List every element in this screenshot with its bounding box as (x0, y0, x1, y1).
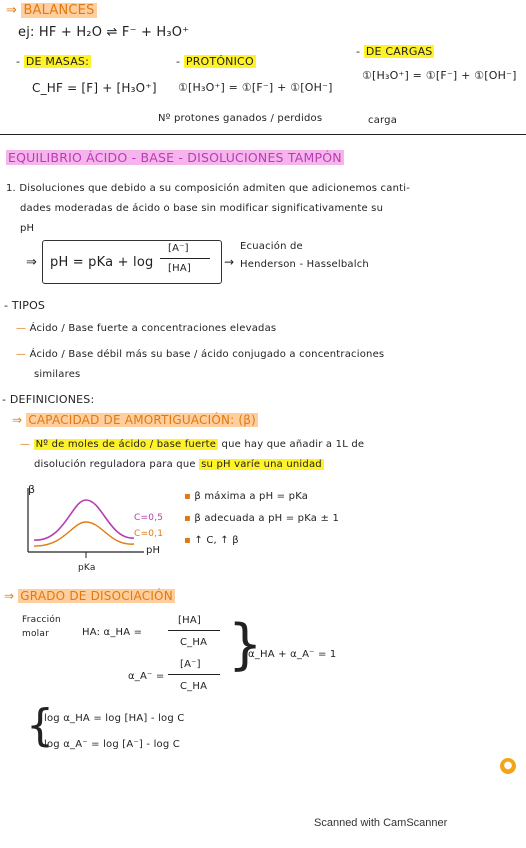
section-divider (0, 134, 526, 135)
graph-x-label: pH (146, 545, 161, 556)
tipos-item-2: — Ácido / Base débil más su base / ácido conjugado a concentraciones (16, 349, 385, 360)
cargas-note: carga (368, 115, 398, 126)
alpha-sum: α_HA + α_A⁻ = 1 (248, 649, 337, 660)
formula-denominator: [HA] (168, 263, 191, 274)
balances-header: ⇒ BALANCES (6, 3, 95, 18)
graph-pka-label: pKa (78, 563, 96, 573)
alpha-a-denominator: C_HA (180, 681, 208, 692)
capacidad-bullet-1: ▪ β máxima a pH = pKa (184, 491, 309, 502)
alpha-ha-bar (168, 630, 220, 631)
scanned-watermark: Scanned with CamScanner (314, 817, 448, 829)
alpha-ha-denominator: C_HA (180, 637, 208, 648)
formula-left: pH = pKa + log (50, 255, 154, 270)
graph-label-c1: C=0,5 (134, 513, 164, 523)
cargas-label: - DE CARGAS (356, 45, 433, 58)
log-brace-icon: { (26, 700, 54, 751)
formula-fraction-bar (160, 258, 210, 259)
tipos-header: - TIPOS (4, 299, 46, 312)
log-alpha-a: log α_A⁻ = log [A⁻] - log C (44, 739, 180, 750)
formula-arrow: ⇒ (26, 255, 38, 270)
alpha-ha-label: HA: α_HA = (82, 627, 143, 638)
balances-reaction: ej: HF + H₂O ⇌ F⁻ + H₃O⁺ (18, 25, 190, 40)
protonico-eq: ①[H₃O⁺] = ①[F⁻] + ①[OH⁻] (178, 81, 333, 94)
tipos-item-1: — Ácido / Base fuerte a concentraciones elevadas (16, 323, 277, 334)
cargas-eq: ①[H₃O⁺] = ①[F⁻] + ①[OH⁻] (362, 69, 517, 82)
alpha-a-numerator: [A⁻] (180, 659, 201, 670)
graph-curve-high-c (34, 500, 134, 540)
alpha-ha-numerator: [HA] (178, 615, 201, 626)
capacidad-line-2: disolución reguladora para que su pH varíe una unidad (34, 459, 322, 470)
protonico-note: Nº protones ganados / perdidos (158, 113, 323, 124)
log-alpha-ha: log α_HA = log [HA] - log C (44, 713, 185, 724)
equilibrio-line1: 1. Disoluciones que debido a su composición admiten que adicionemos canti- (6, 183, 411, 194)
equilibrio-title: EQUILIBRIO ÁCIDO - BASE - DISOLUCIONES TAMPÓN (8, 150, 342, 165)
capacidad-line-1: — Nº de moles de ácido / base fuerte que hay que añadir a 1L de (20, 439, 365, 450)
henderson-label-1: Ecuación de (240, 241, 303, 252)
masas-label: - DE MASAS: (16, 55, 90, 68)
alpha-a-bar (168, 674, 220, 675)
graph-y-label: β (28, 483, 36, 496)
equilibrio-line3: pH (20, 223, 35, 234)
protonico-label: - PROTÓNICO (176, 55, 254, 68)
henderson-label-2: Henderson - Hasselbalch (240, 259, 369, 270)
formula-numerator: [A⁻] (168, 243, 189, 254)
fraction-molar-label-1: Fracción (22, 615, 61, 625)
graph-label-c2: C=0,1 (134, 529, 164, 539)
capacidad-bullet-3: ▪ ↑ C, ↑ β (184, 535, 239, 546)
capacidad-bullet-2: ▪ β adecuada a pH = pKa ± 1 (184, 513, 340, 524)
tipos-item-2b: similares (34, 369, 81, 380)
grado-header: ⇒ GRADO DE DISOCIACIÓN (4, 589, 173, 603)
camscanner-logo-icon: ● (500, 758, 516, 774)
definiciones-header: - DEFINICIONES: (2, 393, 95, 406)
alpha-a-label: α_A⁻ = (128, 671, 165, 682)
masas-eq: C_HF = [F] + [H₃O⁺] (32, 81, 157, 95)
formula-right-arrow: → (224, 255, 235, 269)
brace-icon: } (228, 613, 263, 676)
equilibrio-line2: dades moderadas de ácido o base sin modificar significativamente su (20, 203, 384, 214)
fraction-molar-label-2: molar (22, 629, 49, 639)
capacidad-header: ⇒ CAPACIDAD DE AMORTIGUACIÓN: (β) (12, 413, 257, 427)
